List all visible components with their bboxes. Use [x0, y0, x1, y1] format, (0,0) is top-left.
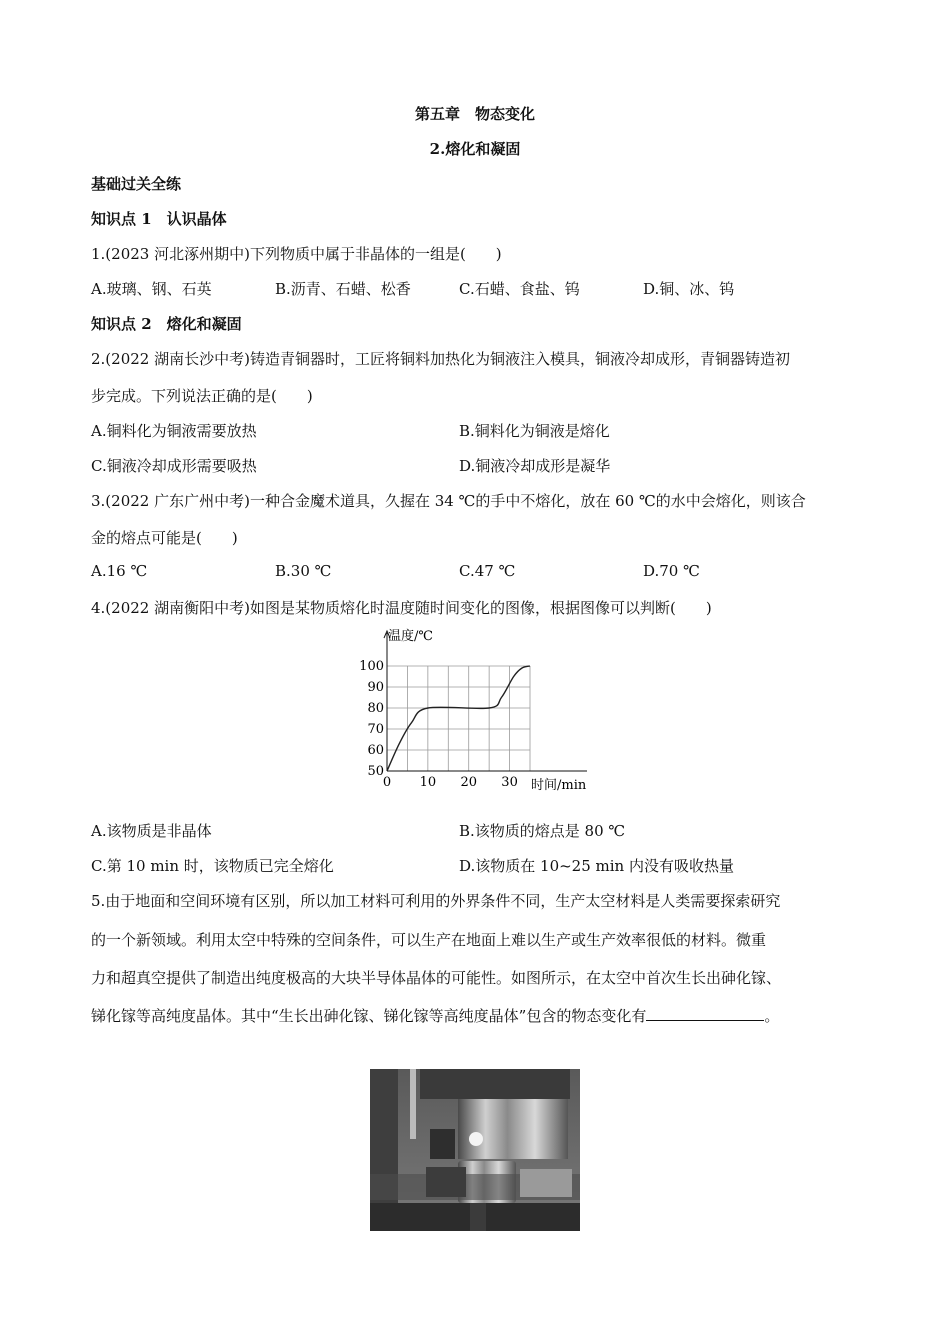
q1-stem: 1.(2023 河北涿州期中)下列物质中属于非晶体的一组是( ) — [91, 245, 502, 263]
q4-stem: 4.(2022 湖南衡阳中考)如图是某物质熔化时温度随时间变化的图像，根据图像可以判断( ) — [91, 599, 712, 617]
q2-stem-line2: 步完成。下列说法正确的是( ) — [91, 387, 313, 405]
q5-line2: 的一个新领域。利用太空中特殊的空间条件，可以生产在地面上难以生产或生产效率很低的材料。微重 — [91, 931, 767, 949]
y-tick-label: 90 — [367, 680, 384, 695]
q2-option-b: B.铜料化为铜液是熔化 — [459, 422, 610, 440]
q4-option-c: C.第 10 min 时，该物质已完全熔化 — [91, 857, 334, 875]
x-tick-label: 0 — [382, 775, 392, 790]
series-line-temperature — [387, 666, 530, 771]
q5-line3: 力和超真空提供了制造出纯度极高的大块半导体晶体的可能性。如图所示，在太空中首次生长出砷化镓、 — [91, 969, 782, 987]
x-tick-label: 20 — [460, 775, 477, 790]
q3-option-a: A.16 ℃ — [91, 562, 148, 580]
q2-option-d: D.铜液冷却成形是凝华 — [459, 457, 611, 475]
q4-option-d: D.该物质在 10~25 min 内没有吸收热量 — [459, 857, 734, 875]
q5-line4-text: 锑化镓等高纯度晶体。其中“生长出砷化镓、锑化镓等高纯度晶体”包含的物态变化有 — [91, 1007, 647, 1025]
furnace-illustration — [370, 1069, 580, 1231]
q5-line1: 5.由于地面和空间环境有区别，所以加工材料可利用的外界条件不同，生产太空材料是人类需要探索研究 — [91, 892, 781, 910]
x-axis-label: 时间/min — [531, 778, 587, 793]
section-title: 2.熔化和凝固 — [429, 140, 521, 158]
q1-option-c: C.石蜡、食盐、钨 — [459, 280, 580, 298]
y-tick-label: 60 — [367, 743, 384, 758]
x-tick-label: 10 — [419, 775, 437, 790]
q3-stem-line2: 金的熔点可能是( ) — [91, 529, 238, 547]
q1-option-d: D.铜、冰、钨 — [643, 280, 735, 298]
q3-stem-line1: 3.(2022 广东广州中考)一种合金魔术道具，久握在 34 ℃的手中不熔化，放在 60 ℃的水中会熔化，则该合 — [91, 492, 806, 510]
chart-series — [387, 666, 530, 771]
q1-option-b: B.沥青、石蜡、松香 — [275, 280, 411, 298]
y-tick-label: 100 — [359, 659, 384, 674]
q2-option-c: C.铜液冷却成形需要吸热 — [91, 457, 257, 475]
answer-blank[interactable] — [646, 1006, 764, 1021]
y-tick-label: 70 — [367, 722, 384, 737]
q4-option-a: A.该物质是非晶体 — [91, 822, 212, 840]
q5-line4-end: 。 — [764, 1007, 780, 1025]
knowledge-point-2: 知识点 2 熔化和凝固 — [91, 315, 242, 333]
chart-tick-labels — [359, 659, 518, 790]
chart-grid — [387, 666, 530, 771]
q3-option-c: C.47 ℃ — [459, 562, 516, 580]
melting-curve-chart — [355, 625, 595, 800]
y-tick-label: 80 — [367, 701, 384, 716]
group-title: 基础过关全练 — [91, 175, 182, 193]
x-tick-label: 30 — [501, 775, 518, 790]
q2-option-a: A.铜料化为铜液需要放热 — [91, 422, 257, 440]
q4-option-b: B.该物质的熔点是 80 ℃ — [459, 822, 626, 840]
chapter-title: 第五章 物态变化 — [414, 105, 535, 123]
crystal-growth-photo — [370, 1069, 580, 1231]
q5-line4 — [91, 1005, 779, 1026]
knowledge-point-1: 知识点 1 认识晶体 — [91, 210, 227, 228]
q3-option-b: B.30 ℃ — [275, 562, 332, 580]
q3-option-d: D.70 ℃ — [643, 562, 700, 580]
y-tick-label: 50 — [367, 764, 384, 779]
q1-option-a: A.玻璃、钢、石英 — [91, 280, 212, 298]
q2-stem-line1: 2.(2022 湖南长沙中考)铸造青铜器时，工匠将铜料加热化为铜液注入模具，铜液冷却成形，青铜器铸造初 — [91, 350, 790, 368]
y-axis-label: 温度/℃ — [388, 629, 433, 644]
